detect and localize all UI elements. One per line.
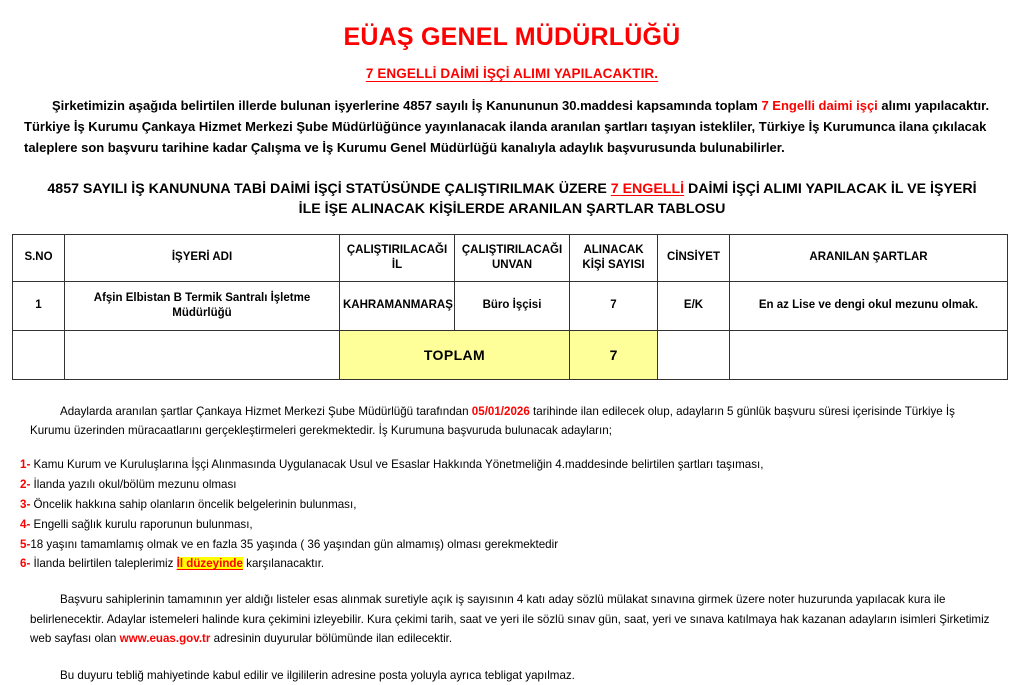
total-spacer-sno [13,330,65,379]
list-item-text: 18 yaşını tamamlamış olmak ve en fazla 35 yaşında ( 36 yaşından gün almamış) olması gerekmektedir [30,537,559,551]
total-spacer-sartlar [730,330,1008,379]
cell-il: KAHRAMANMARAŞ [340,281,455,330]
list-item [20,535,994,555]
intro-text-part1: Şirketimizin aşağıda belirtilen illerde bulunan işyerlerine 4857 sayılı İş Kanununun 30.maddesi kapsamında toplam [52,97,762,113]
list-item [20,455,994,475]
list-item [20,515,994,535]
cell-unvan: Büro İşçisi [455,281,570,330]
list-item-highlight: İl düzeyinde [176,557,243,571]
table-heading-highlight: 7 ENGELLİ [610,180,685,197]
column-header-calistirilacagi-unvan: ÇALIŞTIRILACAĞI UNVAN [455,234,570,281]
closing-paragraph-2: Bu duyuru tebliğ mahiyetinde kabul edilir ve ilgililerin adresine posta yoluyla ayrıca tebligat yapılmaz. [60,668,575,682]
total-label: TOPLAM [340,330,570,379]
column-header-isyeri-adi: İŞYERİ ADI [65,234,340,281]
conditions-list [16,455,1008,575]
list-item-number: 1- [20,457,31,471]
list-item-number: 4- [20,517,31,531]
list-item-text: Öncelik hakkına sahip olanların öncelik belgelerinin bulunması, [30,497,357,511]
cell-kisi-sayisi: 7 [570,281,658,330]
recruitment-table [12,234,1008,380]
list-item [20,554,994,574]
closing-text-part2: adresinin duyurular bölümünde ilan edilecektir. [210,632,453,646]
list-item-number: 5- [20,537,31,551]
page-title: EÜAŞ GENEL MÜDÜRLÜĞÜ [343,23,681,51]
column-header-aranilan-sartlar: ARANILAN ŞARTLAR [730,234,1008,281]
intro-highlight: 7 Engelli daimi işçi [761,97,878,113]
table-total-row [13,330,1008,379]
column-header-sno: S.NO [13,234,65,281]
column-header-calistirilacagi-il: ÇALIŞTIRILACAĞI İL [340,234,455,281]
notice-date: 05/01/2026 [471,404,530,418]
subtitle-container [16,65,1008,83]
page-subtitle: 7 ENGELLİ DAİMİ İŞÇİ ALIMI YAPILACAKTIR. [365,65,659,81]
list-item-text: Engelli sağlık kurulu raporunun bulunması, [30,517,253,531]
notice-paragraph [16,402,1008,441]
table-header-row [13,234,1008,281]
closing-paragraph-1 [16,590,1008,648]
total-value: 7 [570,330,658,379]
closing-text-part1: Başvuru sahiplerinin tamamının yer aldığı listeler esas alınmak suretiyle açık iş sayısının 4 katı aday sözlü mülakat sınavına girmek üzere noter huzurunda yapılacak kura ile belirlenecektir. Adaylar istemeleri halinde kura çekimini izleyebilir. Kura çekimi tarih, saat ve yeri ile sözlü sınav gün, saat, yeri ve sınava katılmaya hak kazanan adayların isimleri Şirketimiz web sayfası olan [30,593,990,646]
cell-aranilan-sartlar: En az Lise ve dengi okul mezunu olmak. [730,281,1008,330]
list-item-text-before: İlanda belirtilen taleplerimiz [30,557,177,571]
table-row [13,281,1008,330]
notice-text-part2: tarihinde ilan edilecek olup, adayların 5 günlük başvuru süresi içerisinde Türkiye İş Kurumu üzerinden müracaatlarını gerçekleştirmeleri gerekmektedir. İş Kurumuna başvuruda bulunacak adayların; [30,404,955,438]
total-spacer-cinsiyet [658,330,730,379]
cell-cinsiyet: E/K [658,281,730,330]
list-item-number: 6- [20,557,31,571]
column-header-alinacak-kisi-sayisi: ALINACAK KİŞİ SAYISI [570,234,658,281]
website-link[interactable]: www.euas.gov.tr [119,632,211,646]
table-heading [16,179,1008,220]
table-body [13,281,1008,379]
list-item-text: Kamu Kurum ve Kuruluşlarına İşçi Alınmasında Uygulanacak Usul ve Esaslar Hakkında Yönetmeliğin 4.maddesinde belirtilen şartları taşıması, [30,457,764,471]
list-item-text: İlanda yazılı okul/bölüm mezunu olması [30,477,237,491]
list-item-number: 2- [20,477,31,491]
table-container [12,234,1008,380]
cell-sno: 1 [13,281,65,330]
list-item-text-after: karşılanacaktır. [242,557,325,571]
table-heading-part2: DAİMİ İŞÇİ ALIMI YAPILACAK İL VE İŞYERİ [684,180,977,197]
list-item-number: 3- [20,497,31,511]
table-heading-part1: 4857 SAYILI İŞ KANUNUNA TABİ DAİMİ İŞÇİ STATÜSÜNDE ÇALIŞTIRILMAK ÜZERE [47,180,611,197]
intro-paragraph [16,95,1008,158]
list-item [20,475,994,495]
notice-text-part1: Adaylarda aranılan şartlar Çankaya Hizmet Merkezi Şube Müdürlüğü tarafından [60,404,472,418]
column-header-cinsiyet: CİNSİYET [658,234,730,281]
table-heading-line2: İLE İŞE ALINACAK KİŞİLERDE ARANILAN ŞARTLAR TABLOSU [298,201,726,218]
list-item [20,495,994,515]
table-header [13,234,1008,281]
cell-isyeri-adi: Afşin Elbistan B Termik Santralı İşletme Müdürlüğü [65,281,340,330]
total-spacer-isyeri [65,330,340,379]
intro-text-part2: alımı yapılacaktır. Türkiye İş Kurumu Çankaya Hizmet Merkezi Şube Müdürlüğünce yayınlanacak ilanda aranılan şartları taşıyan istekliler, Türkiye İş Kurumunca ilana çıkılacak taleplere son başvuru tarihine kadar Çalışma ve İş Kurumu Genel Müdürlüğü kanalıyla adaylık başvurusunda bulunabilirler. [24,97,990,155]
